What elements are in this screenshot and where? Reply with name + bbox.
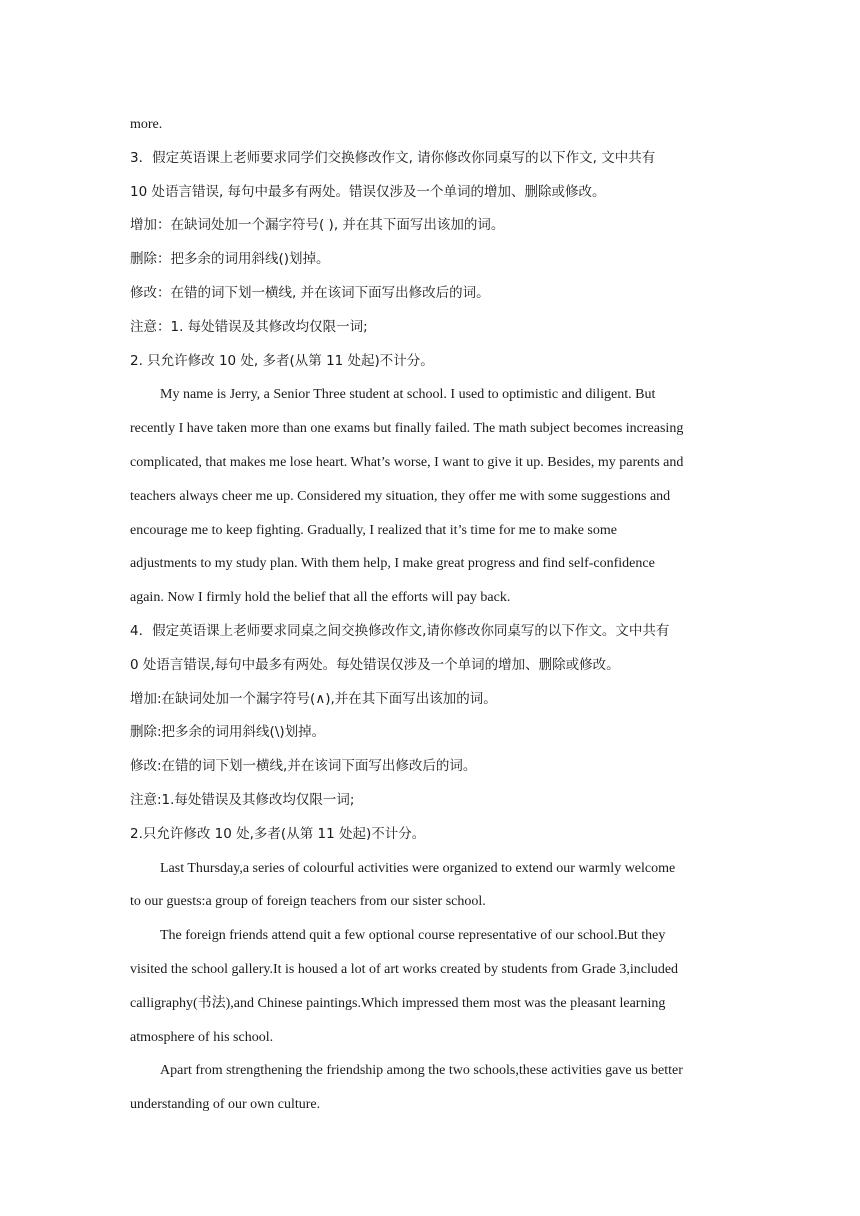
question-3-instruction-line-1: 3．假定英语课上老师要求同学们交换修改作文, 请你修改你同桌写的以下作文, 文中共有 [130,149,656,166]
question-3-rule-modify: 修改：在错的词下划一横线, 并在该词下面写出修改后的词。 [130,284,490,301]
question-3-passage-line: teachers always cheer me up. Considered my situation, they offer me with some suggestions and [130,488,671,504]
question-3-rule-delete: 删除：把多余的词用斜线()划掉。 [130,251,330,268]
question-3-passage-line: My name is Jerry, a Senior Three student at school. I used to optimistic and diligent. But [160,387,656,403]
question-4-passage-line: The foreign friends attend quit a few optional course representative of our school.But they [160,928,666,944]
question-4-instruction-line-1: 4．假定英语课上老师要求同桌之间交换修改作文,请你修改你同桌写的以下作文。文中共有 [130,622,670,639]
question-4-note-2: 2.只允许修改 10 处,多者(从第 11 处起)不计分。 [130,825,426,842]
question-3-rule-add: 增加：在缺词处加一个漏字符号( ), 并在其下面写出该加的词。 [130,217,505,234]
question-4-passage-line: Apart from strengthening the friendship among the two schools,these activities gave us better [160,1063,683,1079]
question-4-instruction-line-2: 0 处语言错误,每句中最多有两处。每处错误仅涉及一个单词的增加、删除或修改。 [130,656,620,673]
text-line-continuation: more. [130,117,163,132]
question-3-passage-line: adjustments to my study plan. With them help, I make great progress and find self-confidence [130,556,655,572]
question-4-passage-line: understanding of our own culture. [130,1097,321,1113]
question-4-passage-line: to our guests:a group of foreign teachers from our sister school. [130,894,486,910]
question-3-passage-line: again. Now I firmly hold the belief that all the efforts will pay back. [130,590,511,606]
question-3-instruction-line-2: 10 处语言错误, 每句中最多有两处。错误仅涉及一个单词的增加、删除或修改。 [130,183,606,200]
question-4-rule-modify: 修改:在错的词下划一横线,并在该词下面写出修改后的词。 [130,758,477,775]
question-3-passage-line: recently I have taken more than one exams but finally failed. The math subject becomes increasing [130,421,684,437]
question-3-passage-line: encourage me to keep fighting. Gradually, I realized that it’s time for me to make some [130,522,617,538]
question-4-rule-delete: 删除:把多余的词用斜线(\)划掉。 [130,724,326,741]
question-4-passage-line: visited the school gallery.It is housed a lot of art works created by students from Grade 3,included [130,961,679,977]
question-4-passage-line: Last Thursday,a series of colourful activities were organized to extend our warmly welcome [160,860,676,876]
question-3-passage-line: complicated, that makes me lose heart. What’s worse, I want to give it up. Besides, my parents and [130,454,684,470]
question-4-rule-add: 增加:在缺词处加一个漏字符号(∧),并在其下面写出该加的词。 [130,690,497,707]
document-page [130,108,732,1122]
question-4-passage-line: calligraphy(书法),and Chinese paintings.Which impressed them most was the pleasant learning [130,995,666,1011]
question-3-note-2: 2. 只允许修改 10 处, 多者(从第 11 处起)不计分。 [130,352,434,369]
question-4-passage-line: atmosphere of his school. [130,1029,274,1045]
question-4-note-1: 注意:1.每处错误及其修改均仅限一词; [130,791,355,808]
question-3-note-1: 注意：1. 每处错误及其修改均仅限一词; [130,318,368,335]
